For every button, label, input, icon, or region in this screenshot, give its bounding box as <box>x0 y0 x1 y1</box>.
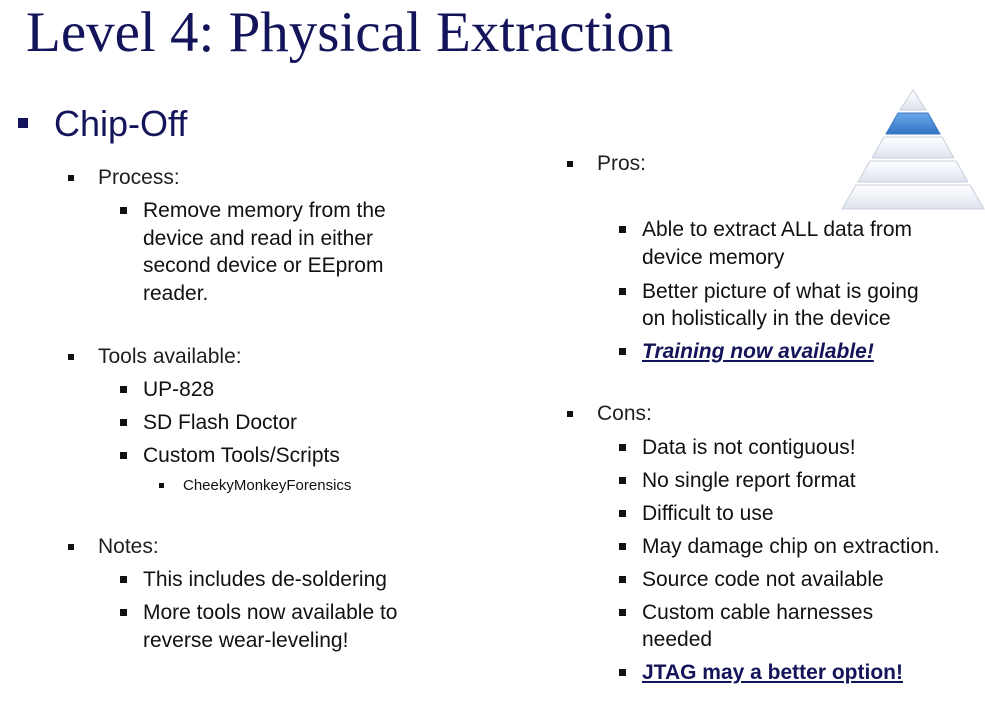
bullet-marker <box>68 354 74 360</box>
bullet-marker <box>120 386 127 393</box>
tools-item: Custom Tools/Scripts <box>143 444 340 467</box>
bullet-marker <box>120 452 127 459</box>
bullet-marker <box>68 544 74 550</box>
pros-item-line: Able to extract ALL data from <box>642 218 913 241</box>
slide-title: Level 4: Physical Extraction <box>26 1 674 64</box>
cons-item-line: Custom cable harnesses <box>642 601 874 624</box>
jtag-better-option-link[interactable]: JTAG may a better option! <box>642 661 903 684</box>
bullet-marker <box>567 411 573 417</box>
tools-label: Tools available: <box>98 345 242 368</box>
notes-item-line: reverse wear-leveling! <box>143 629 349 652</box>
pyramid-level-icon <box>838 88 985 213</box>
bullet-marker <box>120 576 127 583</box>
bullet-marker <box>619 226 626 233</box>
bullet-marker <box>619 288 626 295</box>
process-item-line: second device or EEprom <box>143 254 384 277</box>
bullet-marker <box>619 543 626 550</box>
process-item-line: reader. <box>143 282 209 305</box>
pros-item-line: on holistically in the device <box>642 307 891 330</box>
bullet-marker <box>619 477 626 484</box>
bullet-marker <box>120 609 127 616</box>
bullet-marker <box>567 161 573 167</box>
bullet-marker <box>619 576 626 583</box>
tools-item: UP-828 <box>143 378 215 401</box>
bullet-marker <box>619 348 626 355</box>
bullet-marker <box>18 118 28 128</box>
bullet-marker <box>120 419 127 426</box>
bullet-marker <box>619 510 626 517</box>
tools-item: SD Flash Doctor <box>143 411 298 434</box>
main-bullet-chip-off: Chip-Off <box>54 103 188 144</box>
notes-item: This includes de-soldering <box>143 568 387 591</box>
cons-item: Difficult to use <box>642 502 774 525</box>
cons-item: No single report format <box>642 469 856 492</box>
notes-label: Notes: <box>98 535 159 558</box>
process-label: Process: <box>98 166 180 189</box>
notes-item-line: More tools now available to <box>143 601 398 624</box>
cons-label: Cons: <box>597 402 652 425</box>
cons-item: May damage chip on extraction. <box>642 535 940 558</box>
bullet-marker <box>619 609 626 616</box>
cons-item-line: needed <box>642 628 713 651</box>
cons-item: Source code not available <box>642 568 884 591</box>
training-available-link[interactable]: Training now available! <box>642 340 874 363</box>
bullet-marker <box>159 483 164 488</box>
cons-item: Data is not contiguous! <box>642 436 856 459</box>
bullet-marker <box>120 207 127 214</box>
tools-subitem: CheekyMonkeyForensics <box>183 477 352 494</box>
pros-item-line: Better picture of what is going <box>642 280 919 303</box>
process-item-line: device and read in either <box>143 227 373 250</box>
bullet-marker <box>619 444 626 451</box>
pros-item-line: device memory <box>642 246 785 269</box>
pros-label: Pros: <box>597 152 647 175</box>
bullet-marker <box>619 669 626 676</box>
bullet-marker <box>68 175 74 181</box>
process-item-line: Remove memory from the <box>143 199 386 222</box>
